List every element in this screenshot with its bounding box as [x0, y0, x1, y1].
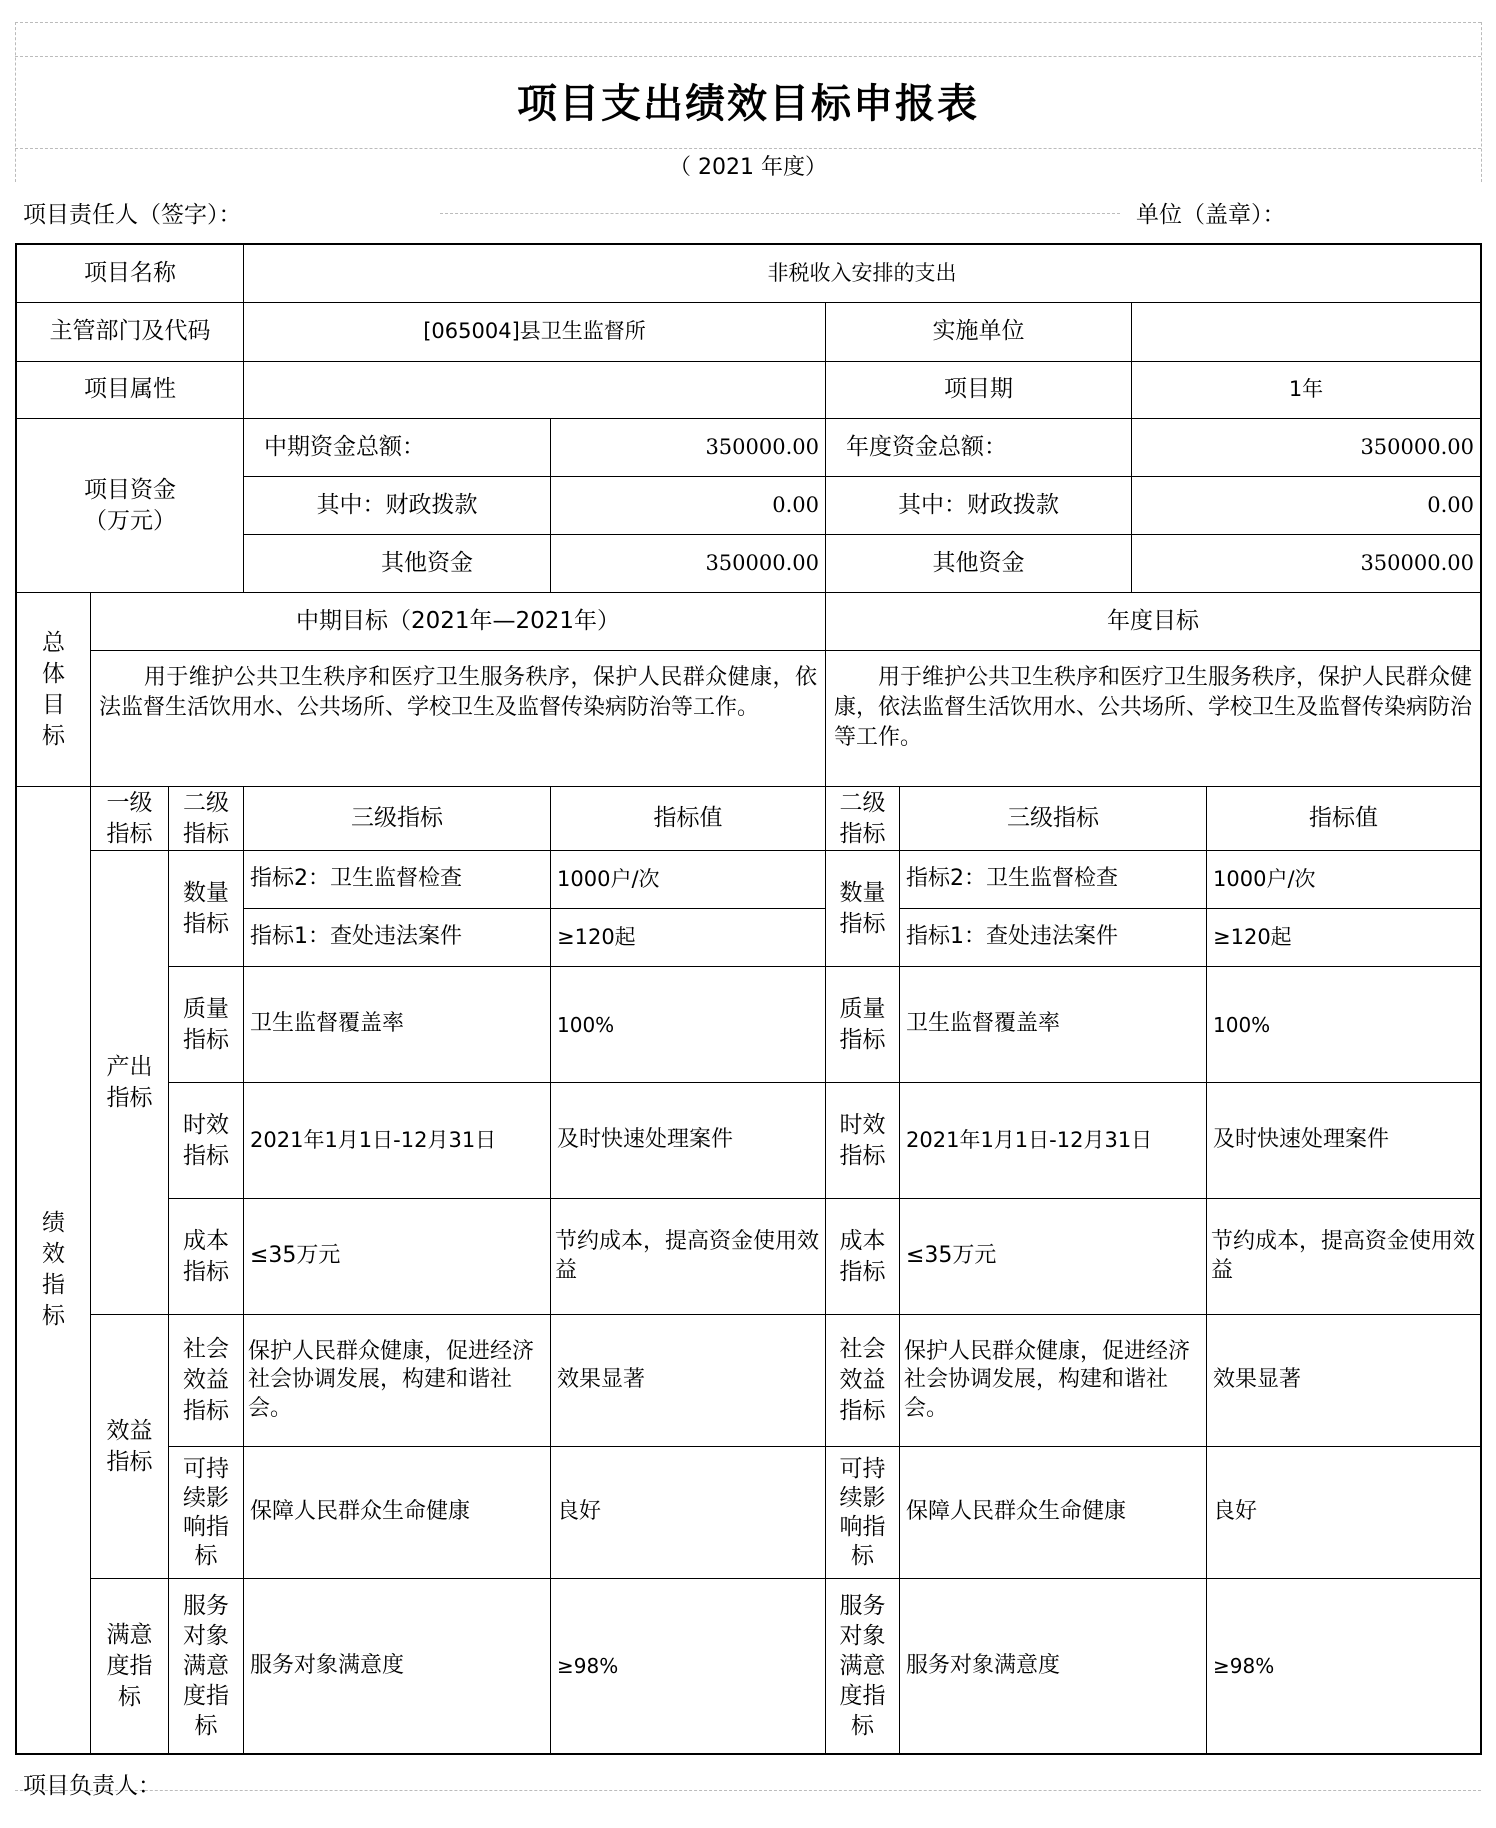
quantity-indicator-annual: [826, 851, 899, 966]
level2-line: 数量: [183, 879, 229, 906]
goal-label-char: 总: [42, 629, 65, 656]
level2-line: 指标: [839, 1142, 886, 1169]
faint-line: [15, 148, 1481, 149]
level1-line: 指标: [106, 1084, 153, 1111]
level1-line: 产出: [106, 1053, 153, 1080]
sustain-indicator-mid: [169, 1447, 243, 1578]
cost-name-mid: ≤35万元: [250, 1243, 341, 1269]
level1-line: 满意: [106, 1621, 153, 1648]
level2-line: 指标: [839, 1398, 886, 1424]
project-period-label: 项目期: [944, 376, 1013, 403]
annual-total-label: 年度资金总额：: [846, 433, 1007, 460]
annual-other-value: 350000.00: [1360, 550, 1474, 575]
grid-line: [1480, 243, 1482, 1755]
value-header-mid: 指标值: [653, 804, 723, 831]
quality-value-mid: 100%: [557, 1012, 615, 1037]
q2-value-mid: 1000户/次: [557, 866, 660, 891]
level2-header-line: 二级: [183, 789, 229, 816]
level2-header-annual: [826, 787, 899, 850]
level2-line: 度指: [183, 1683, 229, 1709]
level2-line: 指标: [839, 910, 886, 937]
cost-indicator-mid: [169, 1199, 243, 1314]
service-value-mid: ≥98%: [557, 1654, 619, 1678]
mid-fiscal-label: 其中：财政拨款: [316, 491, 478, 518]
timeliness-indicator-mid: [169, 1083, 243, 1198]
time-value-mid: 及时快速处理案件: [557, 1127, 734, 1153]
project-funds-label: [17, 419, 243, 592]
annual-other-label: 其他资金: [932, 549, 1025, 576]
project-name-label: 项目名称: [84, 259, 176, 286]
level2-line: 成本: [183, 1227, 229, 1254]
sustain-name-annual: 保障人民群众生命健康: [906, 1499, 1127, 1525]
level2-line: 质量: [183, 995, 229, 1022]
sustain-value-annual: 良好: [1213, 1499, 1258, 1525]
perf-label-char: 标: [42, 1303, 65, 1329]
quality-name-annual: 卫生监督覆盖率: [906, 1011, 1061, 1037]
project-attr-value: [244, 362, 825, 418]
quality-indicator-annual: [826, 967, 899, 1082]
dept-code-label: 主管部门及代码: [49, 318, 211, 345]
project-leader-label: 项目负责人：: [23, 1773, 161, 1800]
level2-line: 响指: [183, 1513, 229, 1540]
perf-label-char: 效: [42, 1241, 65, 1267]
service-value-annual: ≥98%: [1213, 1654, 1275, 1678]
funds-label-line2: （万元）: [84, 507, 176, 534]
output-indicator-label: [91, 851, 168, 1314]
level2-line: 服务: [183, 1593, 229, 1619]
level2-line: 社会: [183, 1336, 229, 1362]
level2-line: 响指: [839, 1513, 886, 1540]
time-value-annual: 及时快速处理案件: [1213, 1127, 1390, 1153]
level2-line: 度指: [839, 1683, 886, 1709]
q2-name-mid: 指标2：卫生监督检查: [250, 866, 462, 892]
annual-total-value: 350000.00: [1360, 434, 1474, 459]
level2-line: 标: [851, 1713, 874, 1739]
level2-line: 标: [194, 1542, 218, 1569]
q2-name-annual: 指标2：卫生监督检查: [906, 866, 1118, 892]
level2-line: 效益: [183, 1367, 229, 1393]
level2-line: 指标: [183, 1142, 229, 1169]
social-value-mid: 效果显著: [557, 1367, 646, 1393]
q1-name-annual: 指标1：查处违法案件: [906, 924, 1118, 950]
quality-indicator-mid: [169, 967, 243, 1082]
value-header-annual: 指标值: [1309, 804, 1378, 831]
funds-label-line1: 项目资金: [84, 476, 176, 503]
service-satisfaction-indicator-annual: [826, 1579, 899, 1753]
time-name-annual: 2021年1月1日-12月31日: [906, 1127, 1153, 1152]
unit-seal-label: 单位（盖章）：: [1136, 202, 1286, 229]
cost-indicator-annual: [826, 1199, 899, 1314]
service-name-mid: 服务对象满意度: [250, 1652, 405, 1678]
impl-unit-value: [1132, 303, 1480, 361]
form-title: 项目支出绩效目标申报表: [517, 81, 979, 127]
faint-line: [15, 22, 1481, 23]
timeliness-indicator-annual: [826, 1083, 899, 1198]
level2-line: 社会: [839, 1336, 886, 1362]
level1-line: 指标: [106, 1448, 153, 1475]
social-name-mid: 保护人民群众健康，促进经济社会协调发展，构建和谐社会。: [248, 1338, 535, 1421]
grid-line: [15, 1753, 1481, 1755]
level1-header-line: 一级: [106, 789, 153, 816]
level2-line: 指标: [183, 1026, 229, 1053]
service-satisfaction-indicator-mid: [169, 1579, 243, 1753]
annual-fiscal-label: 其中：财政拨款: [898, 491, 1059, 518]
quantity-indicator-mid: [169, 851, 243, 966]
fiscal-year: （ 2021 年度）: [669, 154, 827, 180]
annual-fiscal-value: 0.00: [1427, 492, 1474, 517]
service-name-annual: 服务对象满意度: [906, 1652, 1061, 1678]
sustain-name-mid: 保障人民群众生命健康: [250, 1499, 471, 1525]
level2-line: 质量: [839, 995, 886, 1022]
level3-header-mid: 三级指标: [351, 804, 443, 831]
project-attr-label: 项目属性: [84, 376, 176, 403]
level2-line: 效益: [839, 1367, 886, 1393]
faint-line: [1481, 22, 1482, 182]
mid-goal-text: 用于维护公共卫生秩序和医疗卫生服务秩序，保护人民群众健康，依法监督生活饮用水、公共场所、学校卫生及监督传染病防治等工作。: [99, 665, 817, 720]
level2-header-line: 二级: [839, 789, 886, 816]
responsible-person-label: 项目责任人（签字）：: [23, 202, 242, 229]
mid-fiscal-value: 0.00: [772, 492, 819, 517]
faint-line: [15, 56, 1481, 57]
level2-line: 时效: [183, 1111, 229, 1138]
level2-line: 指标: [839, 1258, 886, 1285]
satisfaction-indicator-label: [91, 1579, 168, 1753]
level2-line: 可持: [839, 1455, 886, 1482]
quality-value-annual: 100%: [1213, 1012, 1271, 1037]
level2-line: 对象: [839, 1623, 886, 1649]
level2-line: 标: [194, 1713, 218, 1739]
level2-line: 对象: [183, 1623, 229, 1649]
annual-goal-text: 用于维护公共卫生秩序和医疗卫生服务秩序，保护人民群众健康，依法监督生活饮用水、公共场所、学校卫生及监督传染病防治等工作。: [834, 665, 1473, 750]
level2-line: 指标: [183, 1398, 229, 1424]
sustain-value-mid: 良好: [557, 1499, 602, 1525]
level1-line: 效益: [106, 1417, 153, 1444]
level1-line: 度指: [106, 1652, 153, 1679]
project-period-value: 1年: [1288, 377, 1324, 402]
level2-header-line: 指标: [183, 820, 229, 847]
social-name-annual: 保护人民群众健康，促进经济社会协调发展，构建和谐社会。: [904, 1338, 1191, 1421]
mid-total-label: 中期资金总额：: [264, 433, 425, 460]
perf-indicator-label: [17, 787, 90, 1753]
level2-line: 成本: [839, 1227, 886, 1254]
level2-line: 满意: [183, 1653, 229, 1679]
level2-line: 时效: [839, 1111, 886, 1138]
impl-unit-label: 实施单位: [932, 318, 1025, 345]
faint-line: [440, 213, 1120, 214]
cost-value-mid: 节约成本，提高资金使用效益: [555, 1228, 820, 1283]
quality-name-mid: 卫生监督覆盖率: [250, 1011, 405, 1037]
level2-line: 指标: [183, 1258, 229, 1285]
level2-line: 满意: [839, 1653, 886, 1679]
cost-value-annual: 节约成本，提高资金使用效益: [1211, 1228, 1476, 1283]
overall-goal-label: [17, 593, 90, 786]
q1-value-mid: ≥120起: [557, 924, 636, 949]
level2-line: 服务: [839, 1593, 886, 1619]
benefit-indicator-label: [91, 1315, 168, 1578]
perf-label-char: 指: [42, 1272, 65, 1298]
mid-goal-header: 中期目标（2021年—2021年）: [295, 607, 621, 634]
level2-line: 标: [851, 1542, 874, 1569]
social-benefit-indicator-mid: [169, 1315, 243, 1446]
mid-other-value: 350000.00: [705, 550, 819, 575]
q1-name-mid: 指标1：查处违法案件: [250, 924, 462, 950]
level1-header: [91, 787, 168, 850]
level1-header-line: 指标: [106, 820, 153, 847]
q2-value-annual: 1000户/次: [1213, 866, 1316, 891]
q1-value-annual: ≥120起: [1213, 924, 1292, 949]
level2-header-mid: [169, 787, 243, 850]
mid-total-value: 350000.00: [705, 434, 819, 459]
mid-other-label: 其他资金: [381, 549, 473, 576]
social-benefit-indicator-annual: [826, 1315, 899, 1446]
level2-line: 续影: [839, 1484, 886, 1511]
level1-line: 标: [118, 1683, 141, 1710]
level2-line: 指标: [183, 910, 229, 937]
perf-label-char: 绩: [42, 1210, 65, 1236]
level2-line: 指标: [839, 1026, 886, 1053]
goal-label-char: 目: [42, 691, 65, 718]
level2-header-line: 指标: [839, 820, 886, 847]
level2-line: 续影: [183, 1484, 229, 1511]
level2-line: 可持: [183, 1455, 229, 1482]
dept-code-value: [065004]县卫生监督所: [423, 319, 646, 344]
time-name-mid: 2021年1月1日-12月31日: [250, 1127, 497, 1152]
goal-label-char: 体: [42, 660, 65, 687]
project-name-value: 非税收入安排的支出: [767, 260, 957, 285]
sustain-indicator-annual: [826, 1447, 899, 1578]
level2-line: 数量: [839, 879, 886, 906]
goal-label-char: 标: [42, 722, 65, 749]
social-value-annual: 效果显著: [1213, 1367, 1302, 1393]
level3-header-annual: 三级指标: [1007, 804, 1099, 831]
annual-goal-header: 年度目标: [1107, 607, 1199, 634]
cost-name-annual: ≤35万元: [906, 1243, 997, 1269]
